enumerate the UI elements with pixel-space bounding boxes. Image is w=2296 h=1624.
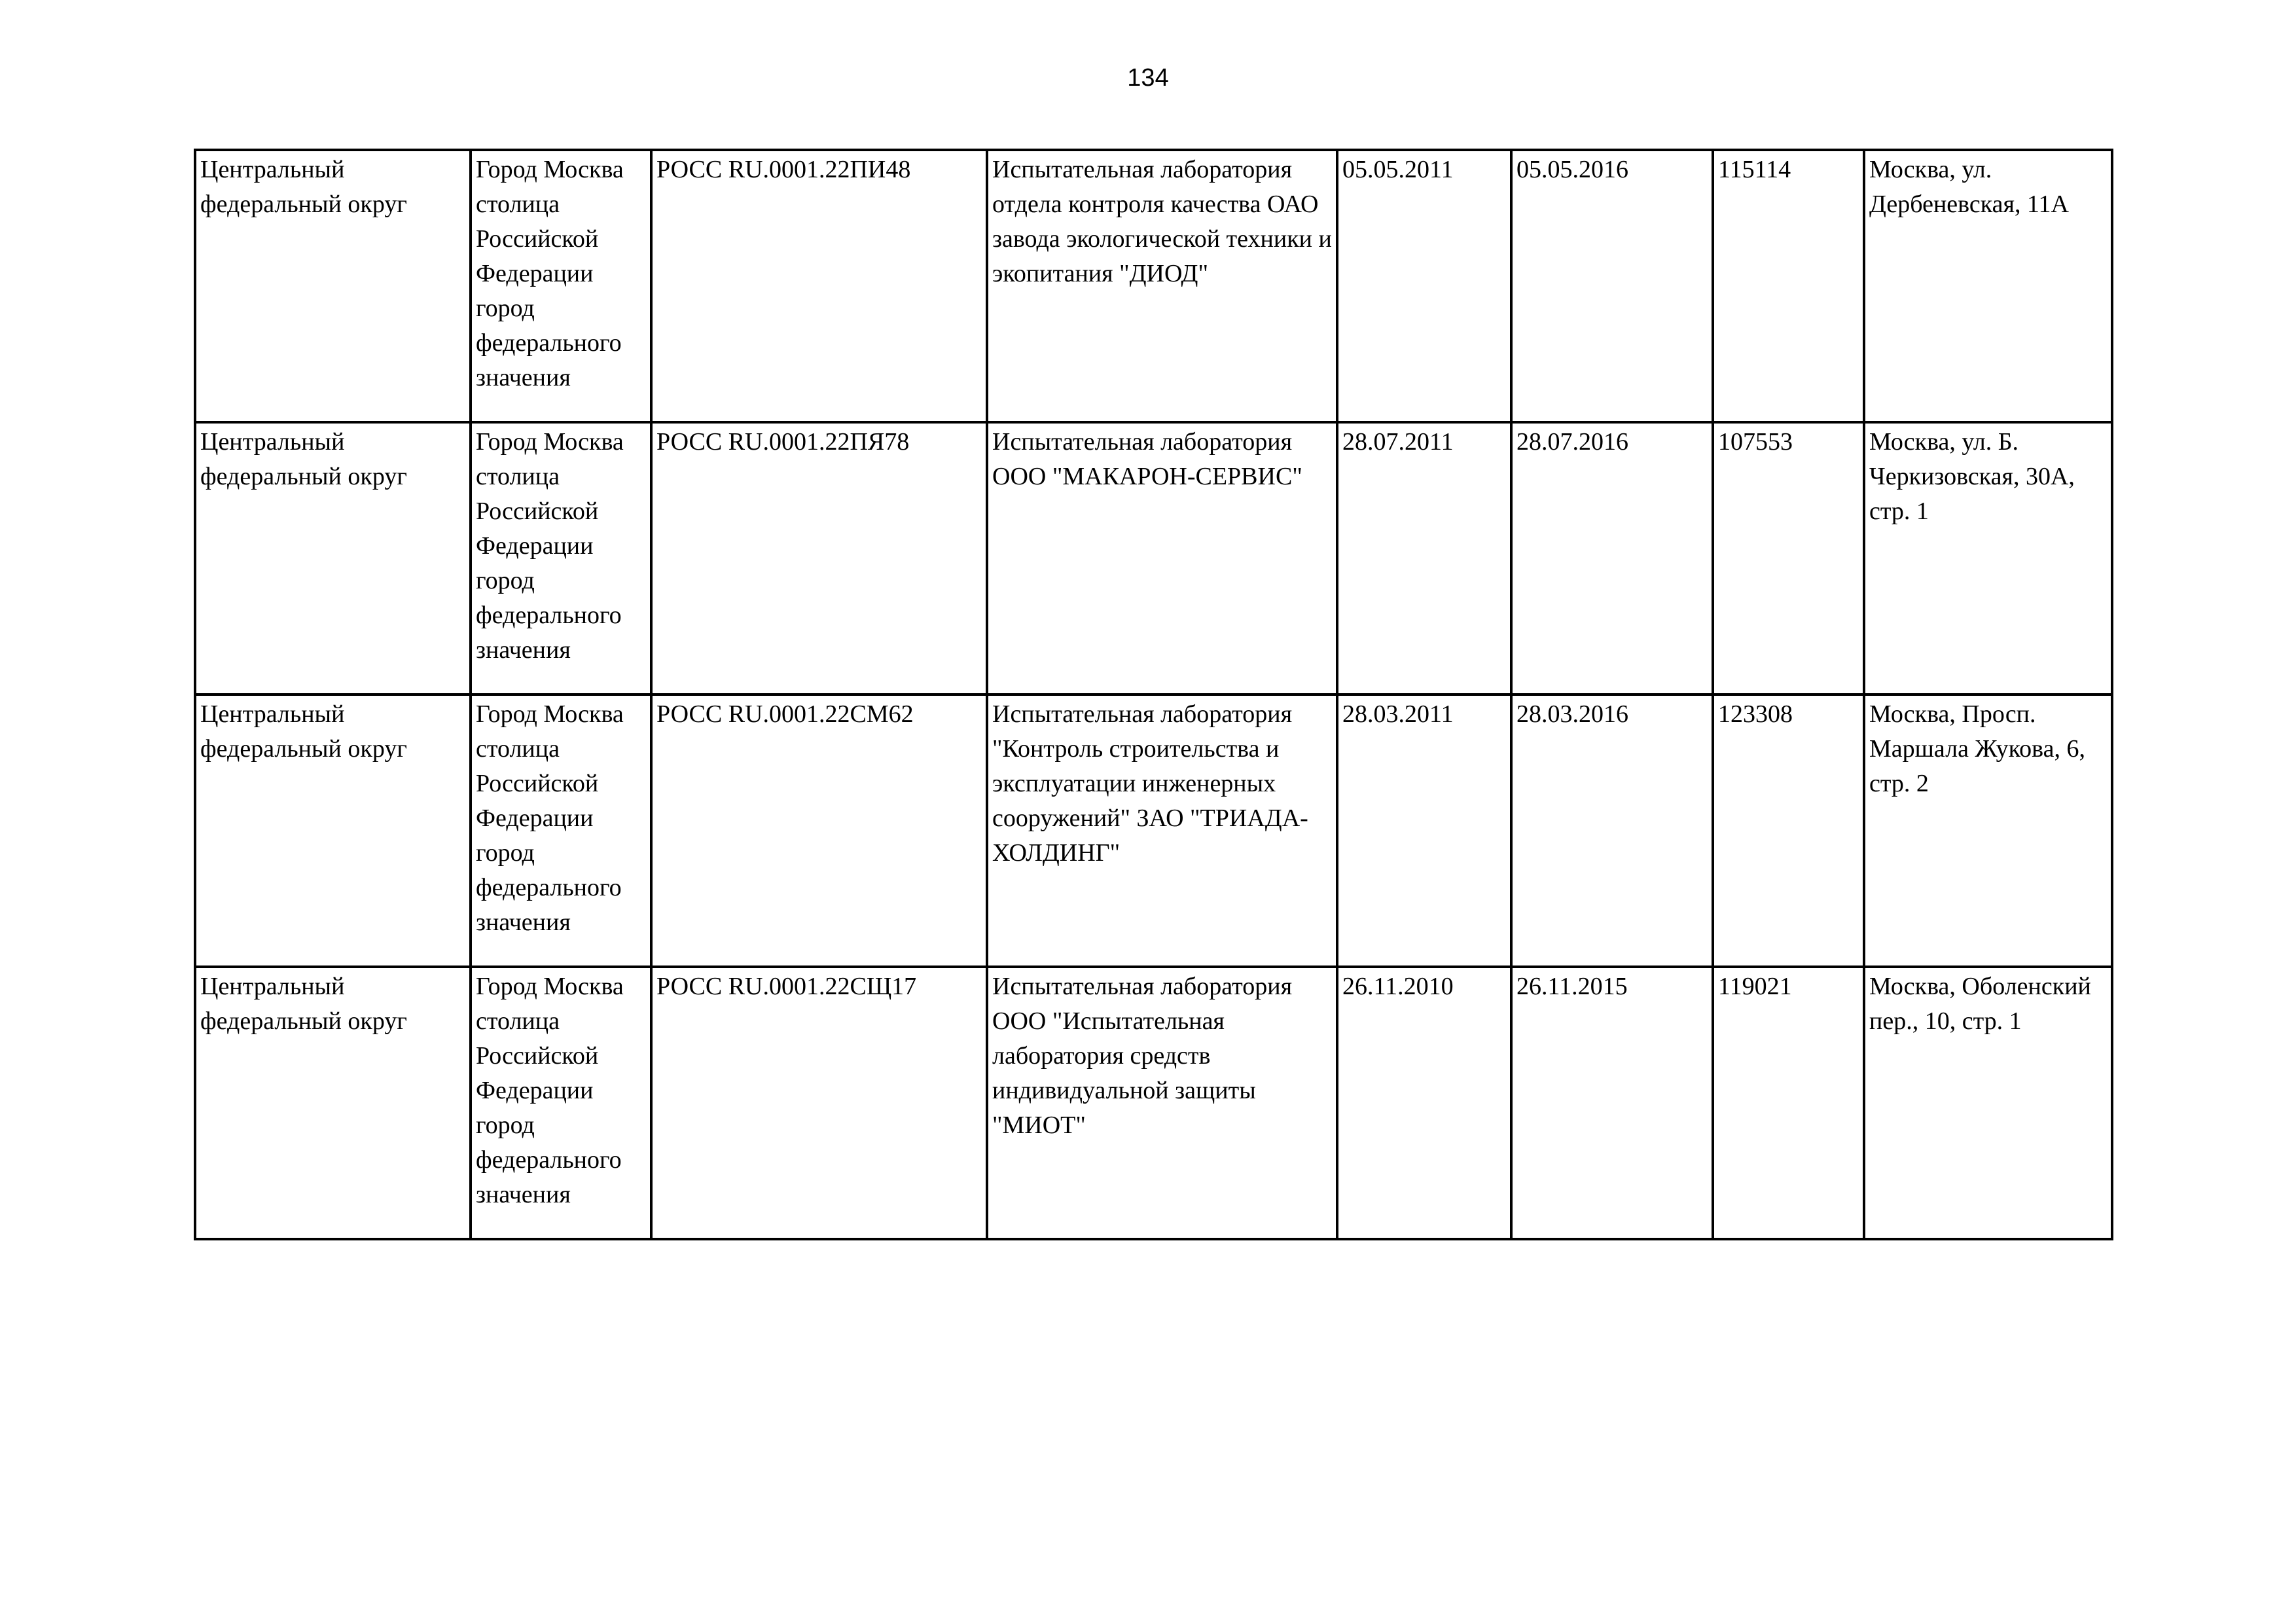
cell-lab-name: Испытательная лаборатория отдела контроля качества ОАО завода экологической техники и экопитания "ДИОД" <box>987 150 1337 422</box>
cell-district: Центральный федеральный округ <box>195 695 471 967</box>
cell-postal-code: 123308 <box>1713 695 1864 967</box>
cell-reg-number: РОСС RU.0001.22ПИ48 <box>651 150 987 422</box>
cell-date-from: 26.11.2010 <box>1337 967 1511 1239</box>
cell-region: Город Москва столица Российской Федерации город федерального значения <box>471 695 651 967</box>
cell-address: Москва, ул. Дербеневская, 11А <box>1864 150 2112 422</box>
cell-district: Центральный федеральный округ <box>195 967 471 1239</box>
cell-postal-code: 119021 <box>1713 967 1864 1239</box>
cell-date-to: 28.07.2016 <box>1511 422 1713 695</box>
cell-lab-name: Испытательная лаборатория ООО "МАКАРОН-СЕРВИС" <box>987 422 1337 695</box>
page-number: 134 <box>1127 64 1169 92</box>
cell-lab-name: Испытательная лаборатория ООО "Испытательная лаборатория средств индивидуальной защиты "МИОТ" <box>987 967 1337 1239</box>
cell-region: Город Москва столица Российской Федерации город федерального значения <box>471 422 651 695</box>
cell-district: Центральный федеральный округ <box>195 150 471 422</box>
laboratory-registry-table <box>194 149 2113 1240</box>
cell-date-from: 05.05.2011 <box>1337 150 1511 422</box>
cell-district: Центральный федеральный округ <box>195 422 471 695</box>
cell-date-to: 26.11.2015 <box>1511 967 1713 1239</box>
cell-date-to: 05.05.2016 <box>1511 150 1713 422</box>
cell-reg-number: РОСС RU.0001.22СМ62 <box>651 695 987 967</box>
table-row <box>195 150 2112 422</box>
table-row <box>195 422 2112 695</box>
cell-postal-code: 115114 <box>1713 150 1864 422</box>
cell-reg-number: РОСС RU.0001.22СЩ17 <box>651 967 987 1239</box>
cell-lab-name: Испытательная лаборатория "Контроль строительства и эксплуатации инженерных сооружений" ЗАО "ТРИАДА-ХОЛДИНГ" <box>987 695 1337 967</box>
cell-region: Город Москва столица Российской Федерации город федерального значения <box>471 150 651 422</box>
cell-region: Город Москва столица Российской Федерации город федерального значения <box>471 967 651 1239</box>
table-row <box>195 695 2112 967</box>
cell-reg-number: РОСС RU.0001.22ПЯ78 <box>651 422 987 695</box>
cell-date-to: 28.03.2016 <box>1511 695 1713 967</box>
cell-date-from: 28.07.2011 <box>1337 422 1511 695</box>
cell-address: Москва, Оболенский пер., 10, стр. 1 <box>1864 967 2112 1239</box>
cell-address: Москва, Просп. Маршала Жукова, 6, стр. 2 <box>1864 695 2112 967</box>
cell-postal-code: 107553 <box>1713 422 1864 695</box>
table-row <box>195 967 2112 1239</box>
cell-address: Москва, ул. Б. Черкизовская, 30А, стр. 1 <box>1864 422 2112 695</box>
cell-date-from: 28.03.2011 <box>1337 695 1511 967</box>
